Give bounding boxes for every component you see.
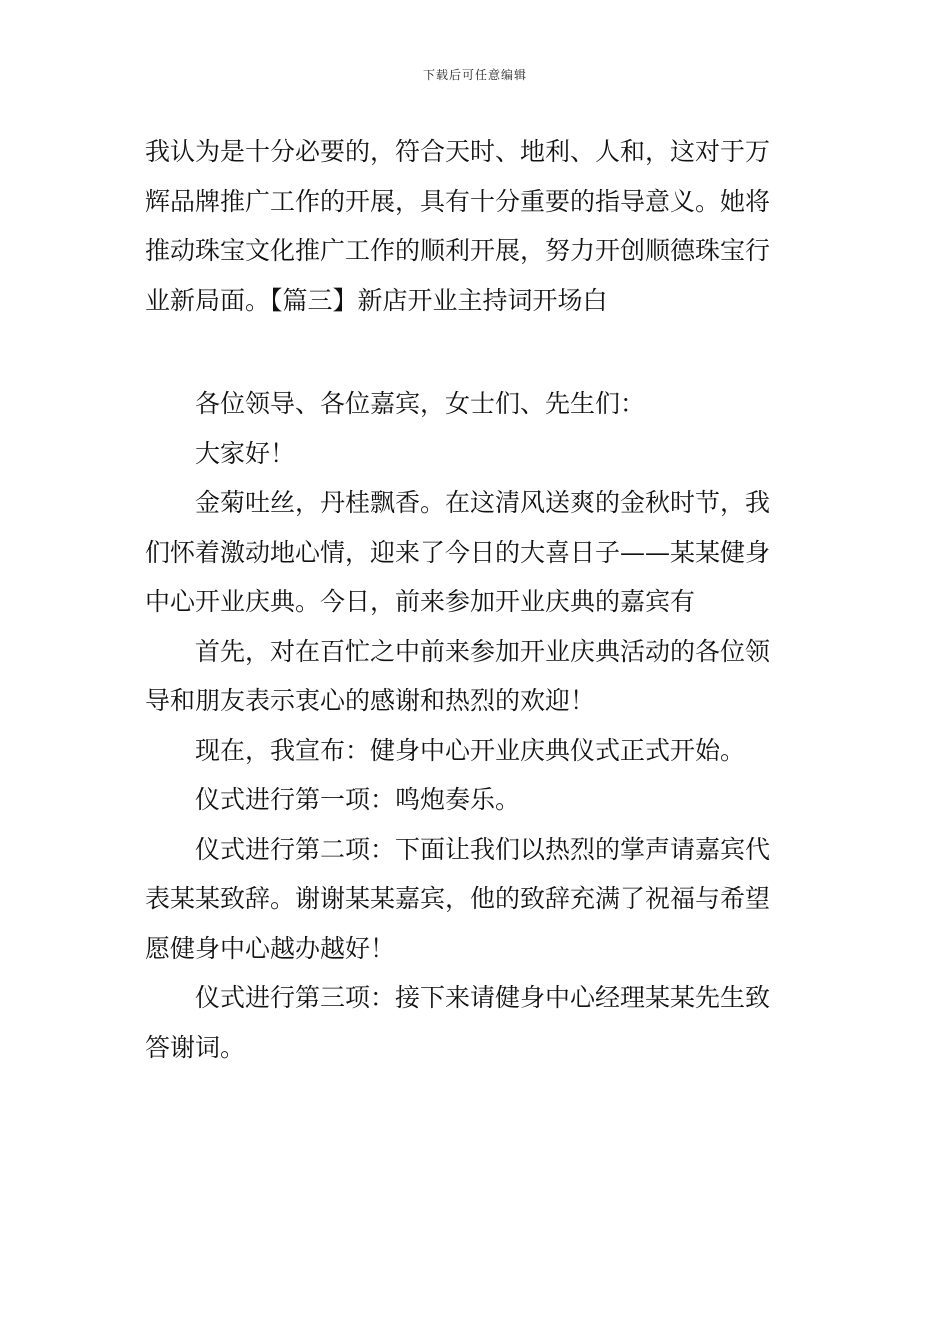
paragraph-item-1 [145, 775, 810, 825]
paragraph-continuation [145, 127, 810, 325]
text-line: 中心开业庆典。今日，前来参加开业庆典的嘉宾有 [145, 587, 696, 616]
text-line: 仪式进行第三项：接下来请健身中心经理某某先生致 [195, 983, 771, 1012]
text-line: 答谢词。 [145, 1032, 246, 1062]
text-line: 愿健身中心越办越好！ [145, 933, 396, 963]
text-line: 各位领导、各位嘉宾，女士们、先生们： [195, 389, 646, 418]
text-line: 金菊吐丝，丹桂飘香。在这清风送爽的金秋时节，我 [195, 488, 771, 517]
paragraph-gap [145, 325, 810, 379]
text-line: 我认为是十分必要的，符合天时、地利、人和，这对于万 [145, 137, 771, 166]
text-line: 表某某致辞。谢谢某某嘉宾，他的致辞充满了祝福与希望 [145, 884, 771, 913]
text-line: 仪式进行第二项：下面让我们以热烈的掌声请嘉宾代 [195, 834, 771, 864]
paragraph-item-3 [145, 973, 810, 1072]
paragraph-item-2 [145, 825, 810, 974]
paragraph-thanks [145, 627, 810, 726]
header-note: 下载后可任意编辑 [422, 68, 527, 82]
text-line: 大家好！ [195, 438, 296, 468]
text-line: 首先，对在百忙之中前来参加开业庆典活动的各位领 [195, 636, 771, 666]
paragraph-intro [145, 478, 810, 627]
paragraph-greeting [145, 379, 810, 429]
text-line: 导和朋友表示衷心的感谢和热烈的欢迎！ [145, 686, 596, 715]
paragraph-hello [145, 429, 810, 479]
paragraph-announce [145, 726, 810, 776]
text-line: 现在，我宣布：健身中心开业庆典仪式正式开始。 [195, 735, 746, 765]
text-line: 仪式进行第一项：鸣炮奏乐。 [195, 785, 521, 814]
text-line: 辉品牌推广工作的开展，具有十分重要的指导意义。她将 [145, 186, 771, 216]
text-line: 们怀着激动地心情，迎来了今日的大喜日子——某某健身 [145, 537, 771, 567]
document-body [145, 127, 810, 1072]
text-line: 推动珠宝文化推广工作的顺利开展，努力开创顺德珠宝行 [145, 236, 771, 265]
text-line: 业新局面。【篇三】新店开业主持词开场白 [145, 285, 608, 315]
